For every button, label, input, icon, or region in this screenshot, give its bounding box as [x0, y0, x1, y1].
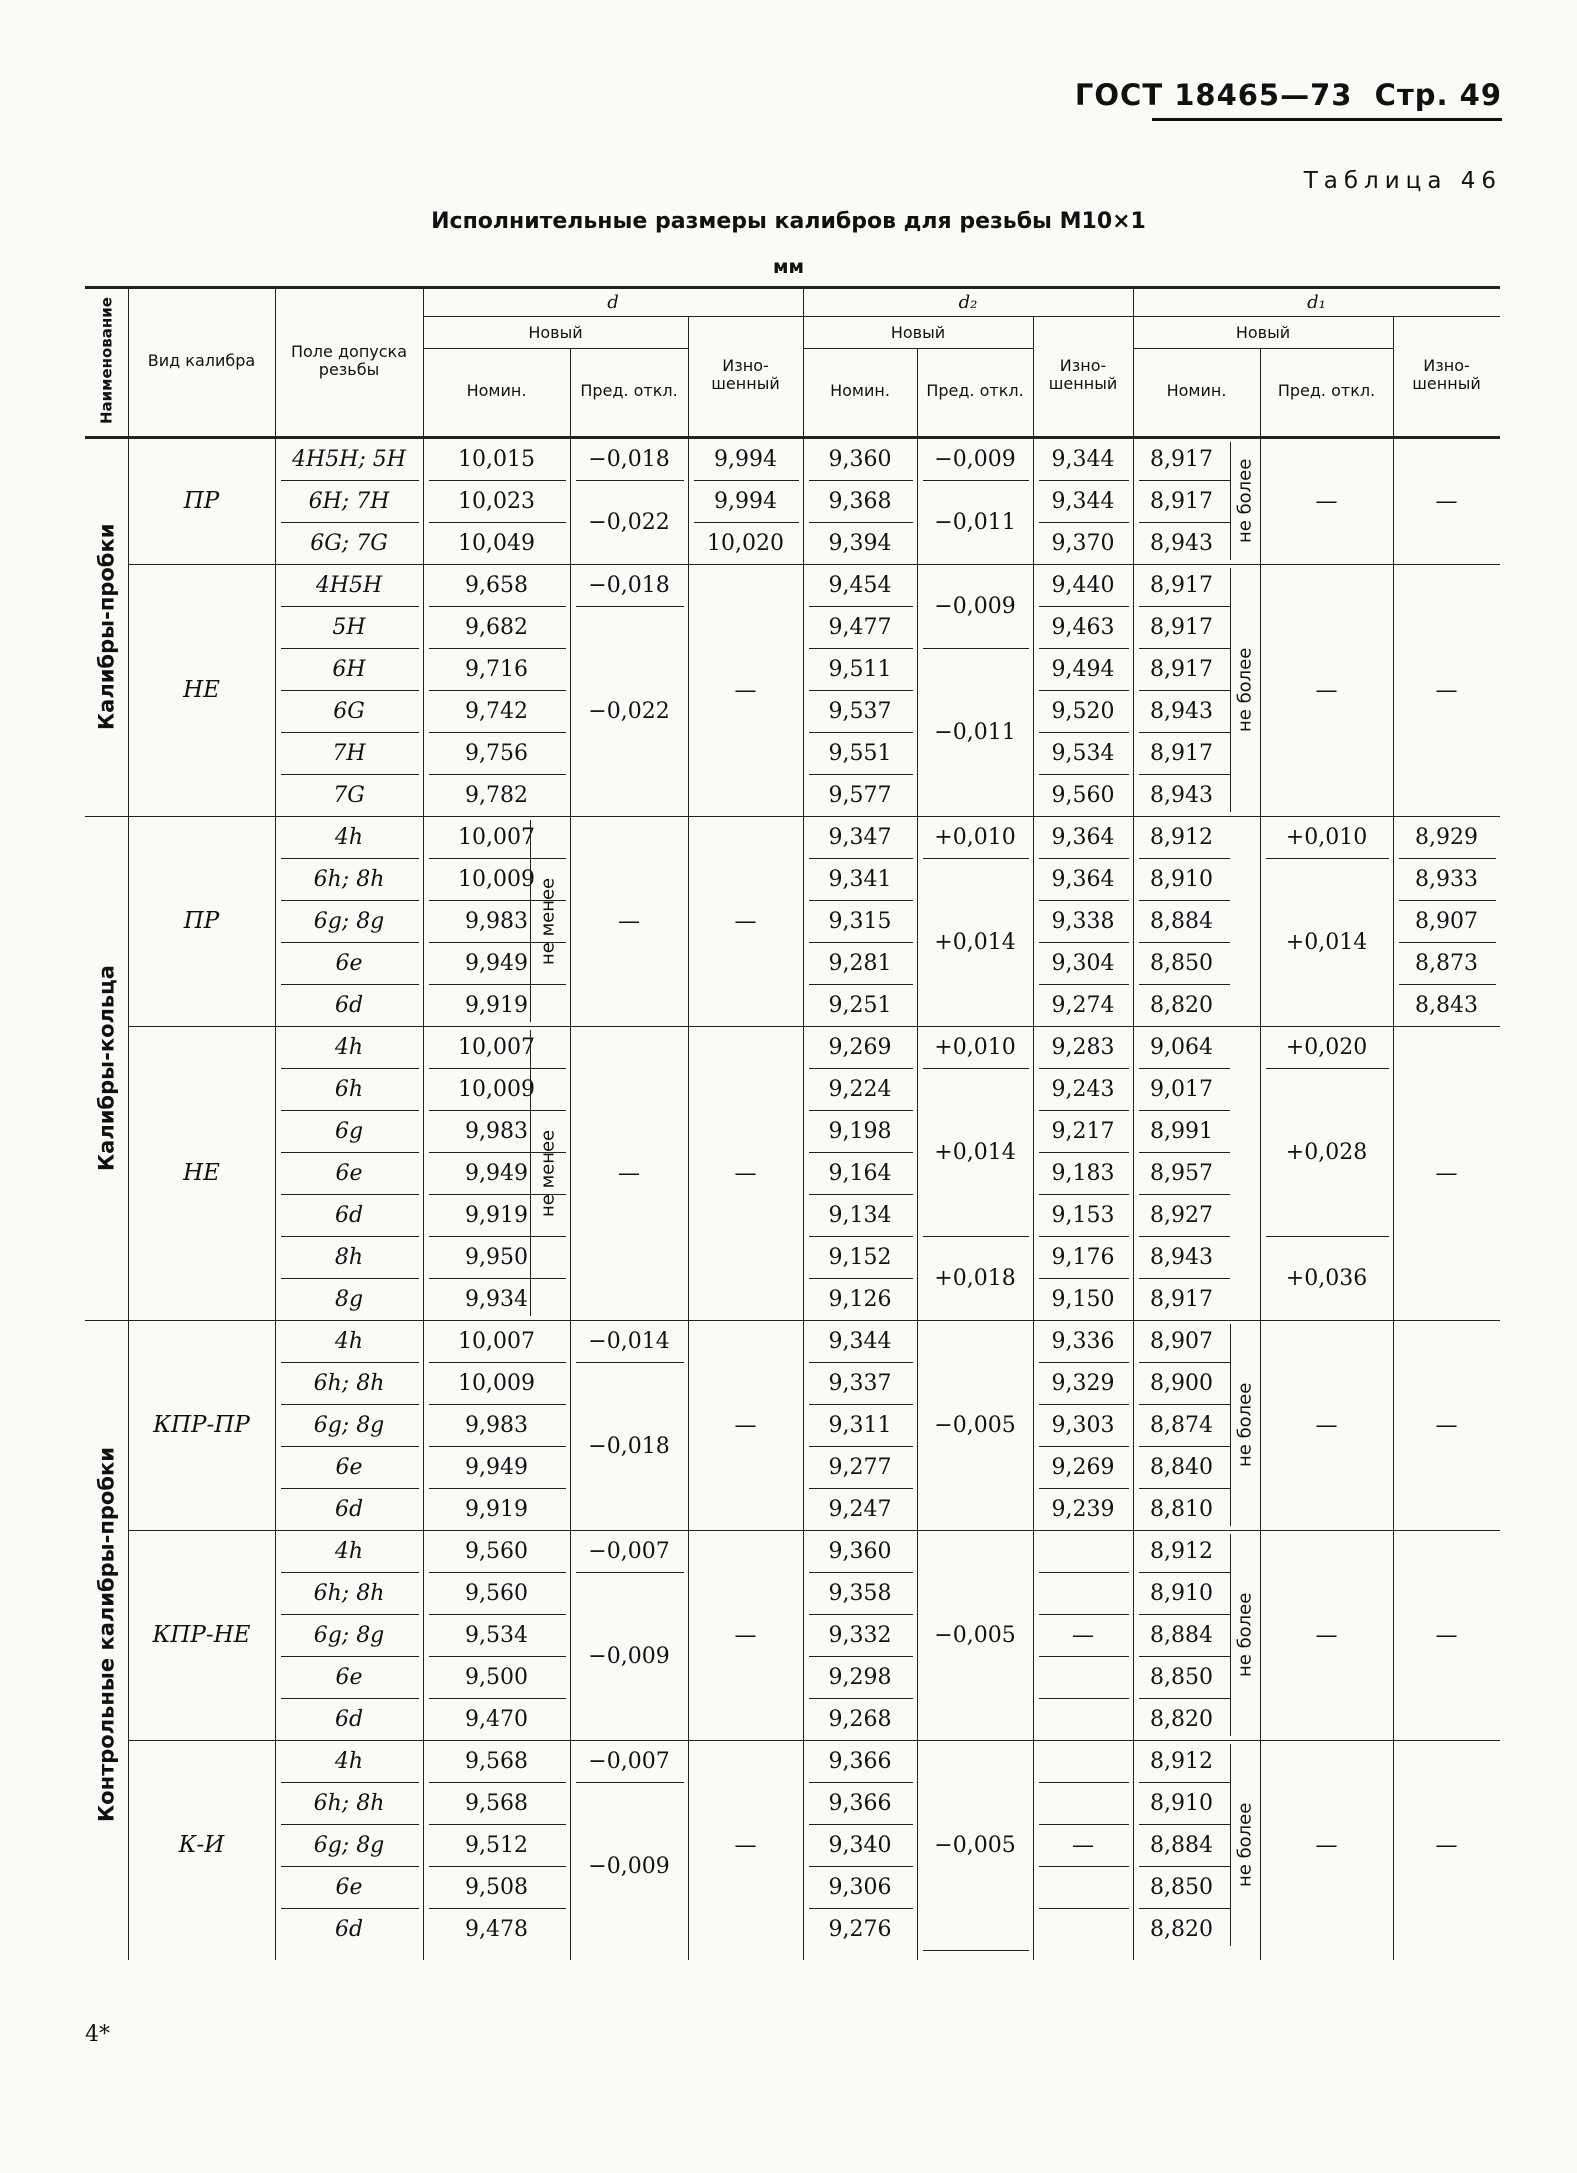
d-nominal-cell: 10,007	[458, 1328, 535, 1354]
gauge-type-label: НЕ	[183, 677, 220, 703]
d-nominal-cell: 10,009	[458, 1370, 535, 1396]
dash-cell: —	[734, 677, 757, 703]
row-rule	[1399, 900, 1496, 901]
dash-cell: —	[1435, 488, 1458, 514]
d2-deviation-cell: −0,009	[934, 593, 1016, 619]
d-deviation-cell: −0,018	[588, 572, 670, 598]
header-deviation: Пред. откл.	[926, 381, 1024, 400]
d-deviation-cell: −0,014	[588, 1328, 670, 1354]
header-d1-new: Новый	[1235, 323, 1291, 342]
d2-deviation-cell: +0,014	[934, 929, 1016, 955]
d1-deviation-cell: +0,028	[1285, 1139, 1368, 1165]
d2-nominal-cell: 9,126	[828, 1286, 892, 1312]
d-worn-cell: 10,020	[707, 530, 784, 556]
d2-nominal-cell: 9,224	[828, 1076, 892, 1102]
d2-nominal-cell: 9,251	[828, 992, 892, 1018]
d2-nominal-cell: 9,537	[828, 698, 892, 724]
d2-deviation-cell: +0,018	[934, 1265, 1016, 1291]
note-bracket	[530, 1030, 531, 1316]
d-nominal-cell: 10,007	[458, 1034, 535, 1060]
dash-cell: —	[1315, 677, 1338, 703]
dash-cell: —	[1072, 1622, 1094, 1648]
d2-worn-cell: 9,304	[1051, 950, 1115, 976]
note-bracket	[1230, 1744, 1231, 1946]
tolerance-field-cell: 6h; 8h	[313, 866, 385, 892]
d-worn-cell: 9,994	[714, 446, 777, 472]
d-nominal-cell: 10,049	[458, 530, 535, 556]
dash-cell: —	[734, 1160, 757, 1186]
header-new-rule	[423, 348, 688, 349]
dash-cell: —	[1435, 1832, 1458, 1858]
d1-nominal-cell: 8,943	[1150, 782, 1213, 808]
row-rule	[694, 480, 799, 481]
d2-worn-cell: 9,239	[1051, 1496, 1115, 1522]
d1-nominal-cell: 8,917	[1150, 488, 1213, 514]
d2-worn-cell: 9,269	[1051, 1454, 1115, 1480]
d2-worn-cell: 9,364	[1051, 866, 1115, 892]
d1-nominal-cell: 8,917	[1150, 446, 1213, 472]
d2-worn-cell: 9,283	[1051, 1034, 1115, 1060]
header-d-rule	[423, 316, 1500, 317]
tolerance-field-cell: 6d	[334, 1496, 364, 1522]
header-d2-new: Новый	[890, 323, 946, 342]
tolerance-field-cell: 6d	[334, 1916, 364, 1942]
d-nominal-cell: 9,534	[465, 1622, 528, 1648]
d2-worn-cell: 9,176	[1051, 1244, 1115, 1270]
d1-nominal-cell: 8,912	[1150, 1538, 1213, 1564]
tolerance-field-cell: 6h	[334, 1076, 364, 1102]
tolerance-field-cell: 6e	[335, 1874, 363, 1900]
d-nominal-cell: 10,023	[458, 488, 535, 514]
row-rule	[1399, 942, 1496, 943]
header-tolerance-field: Поле допуска резьбы	[290, 342, 408, 379]
d2-deviation-cell: −0,009	[934, 446, 1016, 472]
d2-nominal-cell: 9,337	[828, 1370, 892, 1396]
d2-worn-cell: 9,370	[1051, 530, 1115, 556]
d-nominal-cell: 9,983	[465, 1412, 528, 1438]
d-nominal-cell: 9,949	[465, 950, 528, 976]
d2-deviation-cell: −0,011	[934, 719, 1016, 745]
tolerance-field-cell: 6G; 7G	[310, 530, 388, 556]
d1-nominal-cell: 8,957	[1150, 1160, 1213, 1186]
tolerance-field-cell: 6G	[333, 698, 365, 724]
d-nominal-cell: 10,009	[458, 866, 535, 892]
d2-nominal-cell: 9,360	[828, 446, 892, 472]
tolerance-field-cell: 4H5H; 5H	[292, 446, 406, 472]
d1-nominal-cell: 8,840	[1150, 1454, 1213, 1480]
d-nominal-cell: 9,919	[465, 992, 528, 1018]
table-unit: мм	[772, 256, 805, 278]
tolerance-field-cell: 4h	[334, 1328, 364, 1354]
group-label: Калибры-кольца	[94, 965, 119, 1171]
d-nominal-cell: 9,568	[465, 1790, 528, 1816]
d2-nominal-cell: 9,268	[828, 1706, 892, 1732]
d2-nominal-cell: 9,315	[828, 908, 892, 934]
d2-nominal-cell: 9,577	[828, 782, 892, 808]
d2-nominal-cell: 9,341	[828, 866, 892, 892]
d2-deviation-cell: +0,014	[934, 1139, 1016, 1165]
d1-deviation-cell: +0,014	[1285, 929, 1368, 955]
header-nominal: Номин.	[1166, 381, 1227, 400]
d2-worn-cell: 9,463	[1051, 614, 1115, 640]
d1-nominal-cell: 8,917	[1150, 1286, 1213, 1312]
d-deviation-cell: −0,018	[588, 1433, 670, 1459]
d-nominal-cell: 9,919	[465, 1496, 528, 1522]
d-nominal-cell: 9,919	[465, 1202, 528, 1228]
d-deviation-cell: −0,007	[588, 1538, 670, 1564]
gauge-type-label: ПР	[183, 908, 220, 934]
d1-nominal-cell: 8,917	[1150, 572, 1213, 598]
tolerance-field-cell: 8g	[334, 1286, 364, 1312]
page-header	[1075, 78, 1502, 112]
d2-nominal-cell: 9,134	[828, 1202, 892, 1228]
d-nominal-cell: 9,949	[465, 1454, 528, 1480]
d2-worn-cell: 9,560	[1051, 782, 1115, 808]
d2-worn-cell: 9,153	[1051, 1202, 1115, 1228]
d1-nominal-cell: 8,991	[1150, 1118, 1213, 1144]
d1-worn-cell: 8,843	[1415, 992, 1478, 1018]
tolerance-field-cell: 6h; 8h	[313, 1370, 385, 1396]
no-more-note: не более	[1234, 458, 1256, 544]
d1-nominal-cell: 8,884	[1150, 1832, 1213, 1858]
header-d2: d₂	[958, 291, 978, 313]
d1-nominal-cell: 8,917	[1150, 614, 1213, 640]
d-nominal-cell: 9,560	[465, 1580, 528, 1606]
d2-nominal-cell: 9,368	[828, 488, 892, 514]
d2-nominal-cell: 9,551	[828, 740, 892, 766]
d1-nominal-cell: 8,850	[1150, 1664, 1213, 1690]
d2-nominal-cell: 9,477	[828, 614, 892, 640]
dash-cell: —	[1435, 1622, 1458, 1648]
standard-number: ГОСТ 18465—73	[1074, 78, 1353, 112]
tolerance-field-cell: 6g; 8g	[313, 908, 385, 934]
d1-worn-cell: 8,873	[1415, 950, 1478, 976]
row-rule	[1399, 858, 1496, 859]
row-rule	[1399, 984, 1496, 985]
tolerance-field-cell: 4h	[334, 824, 364, 850]
no-more-note: не более	[1234, 1592, 1256, 1678]
note-bracket	[1230, 568, 1231, 812]
d2-deviation-cell: −0,005	[934, 1622, 1016, 1648]
d2-worn-cell: 9,338	[1051, 908, 1115, 934]
d2-nominal-cell: 9,454	[828, 572, 892, 598]
dash-cell: —	[1435, 677, 1458, 703]
dash-cell: —	[1315, 488, 1338, 514]
d2-nominal-cell: 9,277	[828, 1454, 892, 1480]
header-deviation: Пред. откл.	[1277, 381, 1376, 400]
header-worn: Изно- шенный	[1048, 356, 1118, 393]
no-more-note: не более	[1234, 1382, 1256, 1468]
d2-nominal-cell: 9,347	[828, 824, 892, 850]
d2-nominal-cell: 9,281	[828, 950, 892, 976]
d2-worn-cell: 9,243	[1051, 1076, 1115, 1102]
d2-deviation-cell: −0,011	[934, 509, 1016, 535]
d2-nominal-cell: 9,298	[828, 1664, 892, 1690]
footer-mark: 4*	[85, 2022, 110, 2047]
dash-cell: —	[1315, 1622, 1338, 1648]
d1-nominal-cell: 8,874	[1150, 1412, 1213, 1438]
no-less-note: не менее	[537, 877, 559, 965]
tolerance-field-cell: 6H; 7H	[308, 488, 390, 514]
tolerance-field-cell: 6d	[334, 992, 364, 1018]
d-nominal-cell: 10,007	[458, 824, 535, 850]
d-nominal-cell: 10,015	[458, 446, 535, 472]
gauge-table	[85, 286, 1500, 1960]
dash-cell: —	[734, 908, 757, 934]
d-nominal-cell: 9,983	[465, 1118, 528, 1144]
d-nominal-cell: 9,716	[465, 656, 528, 682]
d2-nominal-cell: 9,366	[828, 1748, 892, 1774]
header-nominal: Номин.	[830, 381, 890, 400]
header-d-new: Новый	[528, 323, 583, 342]
header-rule	[1152, 118, 1502, 121]
d2-worn-cell: 9,364	[1051, 824, 1115, 850]
no-more-note: не более	[1234, 647, 1256, 733]
d1-nominal-cell: 8,907	[1150, 1328, 1213, 1354]
d-deviation-cell: −0,007	[588, 1748, 670, 1774]
dash-cell: —	[734, 1832, 757, 1858]
d-nominal-cell: 9,756	[465, 740, 528, 766]
d2-nominal-cell: 9,306	[828, 1874, 892, 1900]
d1-deviation-cell: +0,036	[1285, 1265, 1368, 1291]
d-nominal-cell: 9,560	[465, 1538, 528, 1564]
tolerance-field-cell: 6e	[335, 1454, 363, 1480]
d-nominal-cell: 9,983	[465, 908, 528, 934]
gauge-type-label: К-И	[178, 1832, 225, 1858]
d-deviation-cell: −0,022	[588, 698, 670, 724]
tolerance-field-cell: 6H	[332, 656, 366, 682]
group-rule	[85, 1320, 128, 1321]
d-deviation-cell: −0,022	[588, 509, 670, 535]
d2-nominal-cell: 9,198	[828, 1118, 892, 1144]
d1-nominal-cell: 8,912	[1150, 1748, 1213, 1774]
d2-deviation-cell: +0,010	[934, 824, 1016, 850]
header-d: d	[607, 291, 619, 313]
header-nominal: Номин.	[466, 381, 527, 400]
d1-nominal-cell: 9,064	[1150, 1034, 1213, 1060]
tolerance-field-cell: 6e	[335, 1160, 363, 1186]
dash-cell: —	[618, 1160, 640, 1186]
d-deviation-cell: −0,009	[588, 1643, 670, 1669]
d2-worn-cell: 9,344	[1051, 446, 1115, 472]
dash-cell: —	[734, 1412, 757, 1438]
d2-nominal-cell: 9,152	[828, 1244, 892, 1270]
row-rule	[694, 522, 799, 523]
tolerance-field-cell: 7G	[333, 782, 365, 808]
tolerance-field-cell: 6h; 8h	[313, 1790, 385, 1816]
d1-nominal-cell: 8,820	[1150, 1916, 1213, 1942]
d1-nominal-cell: 8,910	[1150, 1580, 1213, 1606]
tolerance-field-cell: 4h	[334, 1034, 364, 1060]
note-bracket	[1230, 1534, 1231, 1736]
d2-worn-cell: 9,494	[1051, 656, 1115, 682]
tolerance-field-cell: 8h	[334, 1244, 364, 1270]
d2-worn-cell: 9,217	[1051, 1118, 1115, 1144]
dash-cell: —	[1072, 1832, 1094, 1858]
d2-nominal-cell: 9,366	[828, 1790, 892, 1816]
d-worn-cell: 9,994	[714, 488, 777, 514]
no-more-note: не более	[1234, 1802, 1256, 1888]
d2-deviation-cell: −0,005	[934, 1412, 1016, 1438]
header-worn: Изно- шенный	[1412, 356, 1481, 393]
table-label: Таблица 46	[1303, 168, 1502, 194]
d1-nominal-cell: 8,927	[1150, 1202, 1213, 1228]
page-number: Стр. 49	[1374, 78, 1502, 112]
tolerance-field-cell: 7H	[332, 740, 366, 766]
table-title: Исполнительные размеры калибров для резьбы M10×1	[431, 209, 1146, 234]
header-new-rule	[1133, 348, 1393, 349]
tolerance-field-cell: 6e	[335, 1664, 363, 1690]
tolerance-field-cell: 6e	[335, 950, 363, 976]
dash-cell: —	[1435, 1160, 1458, 1186]
no-less-note: не менее	[537, 1129, 559, 1217]
d-nominal-cell: 9,950	[465, 1244, 528, 1270]
d2-nominal-cell: 9,394	[828, 530, 892, 556]
gauge-type-label: ПР	[183, 488, 220, 514]
d1-nominal-cell: 8,943	[1150, 1244, 1213, 1270]
tolerance-field-cell: 6h; 8h	[313, 1580, 385, 1606]
d-nominal-cell: 9,512	[465, 1832, 528, 1858]
d2-nominal-cell: 9,247	[828, 1496, 892, 1522]
header-deviation: Пред. откл.	[580, 381, 678, 400]
note-bracket	[530, 820, 531, 1022]
header-new-rule	[803, 348, 1033, 349]
d1-nominal-cell: 8,910	[1150, 866, 1213, 892]
d-nominal-cell: 9,682	[465, 614, 528, 640]
d-nominal-cell: 9,949	[465, 1160, 528, 1186]
header-name: Наименование	[97, 297, 116, 425]
d2-worn-cell: 9,520	[1051, 698, 1115, 724]
row-rule	[923, 1950, 1029, 1951]
dash-cell: —	[734, 1622, 757, 1648]
d1-nominal-cell: 8,910	[1150, 1790, 1213, 1816]
d2-worn-cell: 9,329	[1051, 1370, 1115, 1396]
d1-nominal-cell: 8,917	[1150, 740, 1213, 766]
d1-nominal-cell: 8,900	[1150, 1370, 1213, 1396]
d2-worn-cell: 9,344	[1051, 488, 1115, 514]
d2-nominal-cell: 9,311	[828, 1412, 892, 1438]
d2-worn-cell: 9,274	[1051, 992, 1115, 1018]
d1-worn-cell: 8,907	[1415, 908, 1478, 934]
dash-cell: —	[618, 908, 640, 934]
d1-deviation-cell: +0,020	[1285, 1034, 1368, 1060]
tolerance-field-cell: 6d	[334, 1202, 364, 1228]
d-nominal-cell: 9,478	[465, 1916, 528, 1942]
tolerance-field-cell: 6g; 8g	[313, 1622, 385, 1648]
dash-cell: —	[1315, 1832, 1338, 1858]
header-gauge-type: Вид калибра	[147, 351, 256, 370]
d1-deviation-cell: +0,010	[1285, 824, 1368, 850]
gauge-type-label: КПР-НЕ	[152, 1622, 251, 1648]
d1-nominal-cell: 9,017	[1150, 1076, 1213, 1102]
d-nominal-cell: 9,500	[465, 1664, 528, 1690]
d-nominal-cell: 9,934	[465, 1286, 528, 1312]
tolerance-field-cell: 6g	[334, 1118, 364, 1144]
group-rule	[85, 816, 128, 817]
note-bracket	[1230, 442, 1231, 560]
d1-nominal-cell: 8,820	[1150, 992, 1213, 1018]
d1-nominal-cell: 8,884	[1150, 908, 1213, 934]
d1-nominal-cell: 8,850	[1150, 1874, 1213, 1900]
d2-nominal-cell: 9,511	[828, 656, 892, 682]
d2-worn-cell: 9,534	[1051, 740, 1115, 766]
d1-worn-cell: 8,933	[1415, 866, 1478, 892]
d1-worn-cell: 8,929	[1415, 824, 1478, 850]
tolerance-field-cell: 4h	[334, 1538, 364, 1564]
d-nominal-cell: 10,009	[458, 1076, 535, 1102]
d1-nominal-cell: 8,912	[1150, 824, 1213, 850]
tolerance-field-cell: 6g; 8g	[313, 1832, 385, 1858]
header-d1: d₁	[1307, 291, 1326, 313]
tolerance-field-cell: 4h	[334, 1748, 364, 1774]
tolerance-field-cell: 6d	[334, 1706, 364, 1732]
group-label: Калибры-пробки	[94, 523, 119, 731]
tolerance-field-cell: 4H5H	[315, 572, 383, 598]
d2-nominal-cell: 9,358	[828, 1580, 892, 1606]
d1-nominal-cell: 8,917	[1150, 656, 1213, 682]
d1-nominal-cell: 8,850	[1150, 950, 1213, 976]
d2-deviation-cell: −0,005	[934, 1832, 1016, 1858]
dash-cell: —	[1435, 1412, 1458, 1438]
d2-nominal-cell: 9,332	[828, 1622, 892, 1648]
gauge-type-label: КПР-ПР	[153, 1412, 250, 1438]
tolerance-field-cell: 6g; 8g	[313, 1412, 385, 1438]
d1-nominal-cell: 8,943	[1150, 698, 1213, 724]
d2-nominal-cell: 9,344	[828, 1328, 892, 1354]
d-nominal-cell: 9,782	[465, 782, 528, 808]
d-nominal-cell: 9,508	[465, 1874, 528, 1900]
d1-nominal-cell: 8,820	[1150, 1706, 1213, 1732]
d-deviation-cell: −0,018	[588, 446, 670, 472]
d1-nominal-cell: 8,810	[1150, 1496, 1213, 1522]
dash-cell: —	[1315, 1412, 1338, 1438]
d2-deviation-cell: +0,010	[934, 1034, 1016, 1060]
d-deviation-cell: −0,009	[588, 1853, 670, 1879]
d2-nominal-cell: 9,360	[828, 1538, 892, 1564]
d1-nominal-cell: 8,884	[1150, 1622, 1213, 1648]
d2-worn-cell: 9,440	[1051, 572, 1115, 598]
d2-worn-cell: 9,150	[1051, 1286, 1115, 1312]
header-worn: Изно- шенный	[711, 356, 780, 393]
d-nominal-cell: 9,470	[465, 1706, 528, 1732]
d2-worn-cell: 9,183	[1051, 1160, 1115, 1186]
d2-worn-cell: 9,303	[1051, 1412, 1115, 1438]
d1-nominal-cell: 8,943	[1150, 530, 1213, 556]
d2-nominal-cell: 9,340	[828, 1832, 892, 1858]
d2-nominal-cell: 9,164	[828, 1160, 892, 1186]
gauge-type-label: НЕ	[183, 1160, 220, 1186]
d2-nominal-cell: 9,269	[828, 1034, 892, 1060]
d2-worn-cell: 9,336	[1051, 1328, 1115, 1354]
d-nominal-cell: 9,568	[465, 1748, 528, 1774]
note-bracket	[1230, 1324, 1231, 1526]
d2-nominal-cell: 9,276	[828, 1916, 892, 1942]
d-nominal-cell: 9,742	[465, 698, 528, 724]
d-nominal-cell: 9,658	[465, 572, 528, 598]
group-label: Контрольные калибры-пробки	[94, 1447, 119, 1823]
tolerance-field-cell: 5H	[332, 614, 366, 640]
